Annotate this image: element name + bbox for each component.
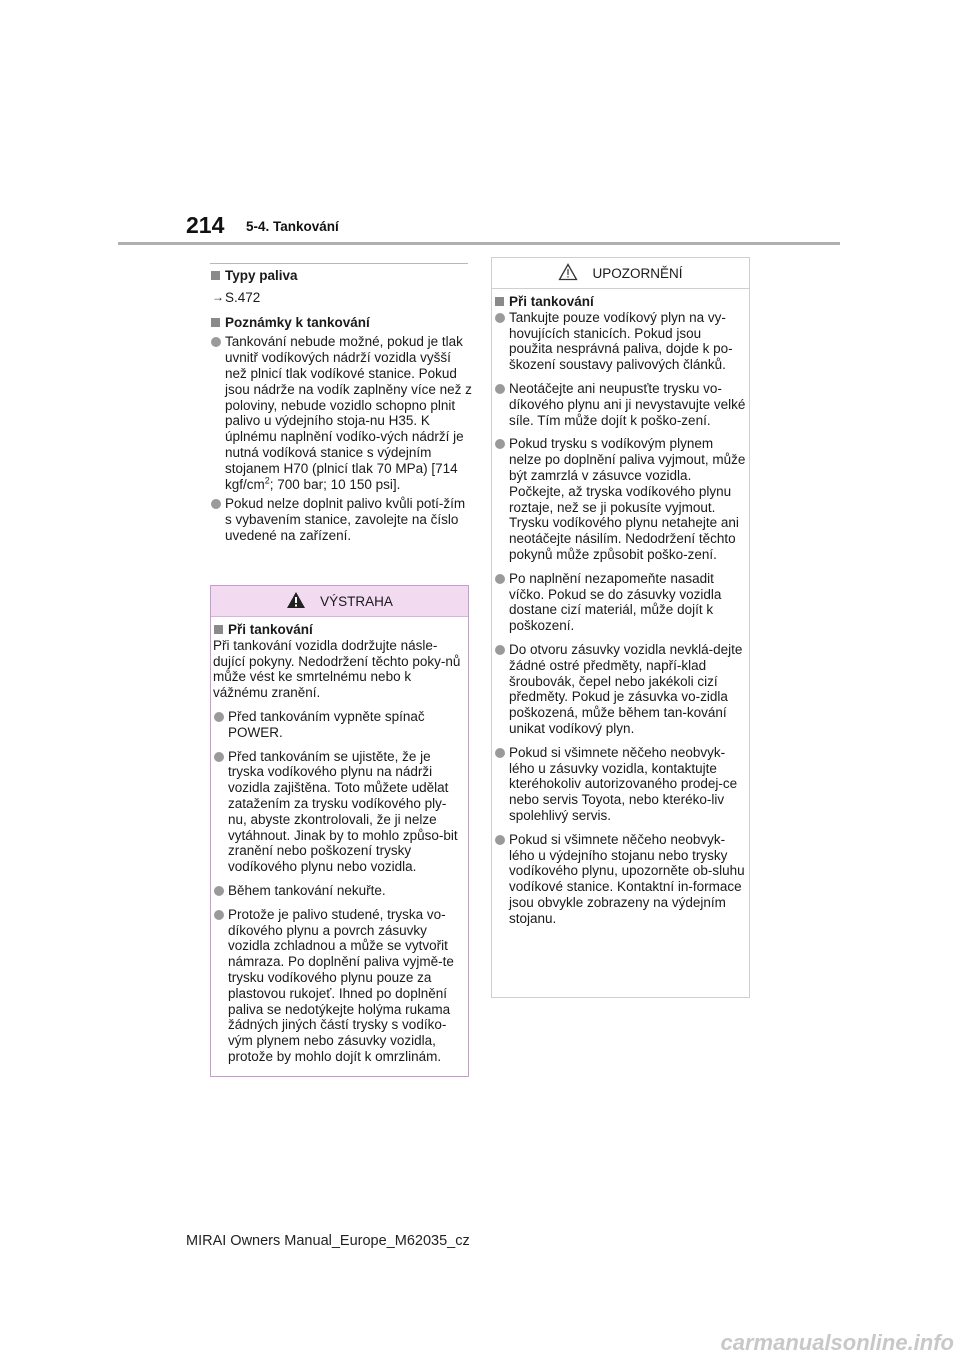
list-item bbox=[210, 496, 472, 543]
circle-bullet-icon bbox=[495, 748, 505, 758]
bullet-text: Pokud nelze doplnit palivo kvůli potí-žím s vybavením stanice, zavolejte na číslo uvedené na zařízení. bbox=[225, 496, 466, 543]
superscript: 2 bbox=[264, 475, 270, 486]
caution-title: UPOZORNĚNÍ bbox=[592, 265, 683, 281]
square-bullet-icon bbox=[211, 271, 220, 280]
list-item: Během tankování nekuřte. bbox=[213, 883, 465, 899]
watermark: carmanualsonline.info bbox=[720, 1330, 954, 1355]
warning-title: VÝSTRAHA bbox=[320, 593, 393, 609]
square-bullet-icon bbox=[214, 625, 223, 634]
bullet-text: Tankování nebude možné, pokud je tlak uvnitř vodíkových nádrží vozidla vyšší než plnicí tlak vodíkové stanice. Pokud jsou nádrže na vodík zaplněny více než z poloviny, nebude vozidlo schopno plnit palivo u výdejního stoja-nu H35. K úplnému naplnění vodíko-vých nádrží je nutná vodíková stanice s výdejním stojanem H70 (plnicí tlak 70 MPa) [714 kgf/cm bbox=[225, 334, 472, 492]
list-item: Pokud trysku s vodíkovým plynem nelze po doplnění paliva vyjmout, může být zamrzlá v zásuvce vozidla. Počkejte, až tryska vodíkového plynu roztaje, než se ji pokusíte vyjmout. Trysku vodíkového plynu netahejte ani neotáčejte násilím. Nedodržení těchto pokynů může způsobit poško-zení. bbox=[494, 436, 746, 562]
list-item: Pokud si všimnete něčeho neobvyk-lého u výdejního stojanu nebo trysky vodíkového plynu, upozorněte ob-sluhu vodíkové stanice. Kontaktní in-formace jsou obvykle zobrazeny na výdejním stojanu. bbox=[494, 832, 746, 927]
circle-bullet-icon bbox=[495, 439, 505, 449]
circle-bullet-icon bbox=[214, 712, 224, 722]
square-bullet-icon bbox=[211, 318, 220, 327]
header-rule bbox=[118, 242, 840, 245]
caution-header bbox=[492, 258, 749, 289]
caution-box bbox=[491, 257, 750, 998]
bullet-text-tail: ; 700 bar; 10 150 psi]. bbox=[269, 476, 401, 492]
list-item: Do otvoru zásuvky vozidla nevklá-dejte žádné ostré předměty, napří-klad šroubovák, čepel nebo jakékoli cizí předměty. Pokud je zásuvka vo-zidla poškozená, může během tan-kování unikat vodíkový plyn. bbox=[494, 642, 746, 737]
section-title: 5-4. Tankování bbox=[246, 219, 339, 234]
circle-bullet-icon bbox=[211, 499, 221, 509]
square-bullet-icon bbox=[495, 297, 504, 306]
page-number: 214 bbox=[186, 212, 225, 238]
circle-bullet-icon bbox=[211, 337, 221, 347]
list-item: Pokud si všimnete něčeho neobvyk-lého u zásuvky vozidla, kontaktujte kteréhokoliv autorizovaného prodej-ce nebo servis Toyota, nebo kteréko-liv spolehlivý servis. bbox=[494, 745, 746, 824]
caution-triangle-outline-icon bbox=[558, 263, 578, 284]
left-column-rule bbox=[210, 263, 468, 264]
circle-bullet-icon bbox=[495, 384, 505, 394]
fuel-types-heading: Typy paliva bbox=[210, 268, 472, 284]
left-column bbox=[210, 268, 472, 544]
warning-header bbox=[211, 586, 468, 617]
right-arrow-icon: → bbox=[212, 289, 224, 304]
list-item: Neotáčejte ani neupusťte trysku vo-díkového plynu ani ji nevystavujte velké síle. Tím může dojít k poško-zení. bbox=[494, 381, 746, 428]
warning-heading: Při tankování bbox=[213, 622, 465, 638]
warning-triangle-icon bbox=[286, 591, 306, 612]
list-item: Protože je palivo studené, tryska vo-díkového plynu a povrch zásuvky vozidla zchladnou a může se vytvořit námraza. Po doplnění paliva vyjmě-te trysku vodíkového plynu pouze za plastovou rukojeť. Ihned po doplnění paliva se nedotýkejte holýma rukama žádných jiných částí trysky s vodíko-vým plynem nebo zásuvky vozidla, protože by mohlo dojít k omrzlinám. bbox=[213, 907, 465, 1065]
list-item: Po naplnění nezapomeňte nasadit víčko. Pokud se do zásuvky vozidla dostane cizí materiál, může dojít k poškození. bbox=[494, 571, 746, 634]
circle-bullet-icon bbox=[214, 886, 224, 896]
circle-bullet-icon bbox=[214, 752, 224, 762]
warning-box bbox=[210, 585, 469, 1077]
refuel-notes-heading: Poznámky k tankování bbox=[210, 315, 472, 331]
circle-bullet-icon bbox=[214, 910, 224, 920]
list-item: Před tankováním se ujistěte, že je tryska vodíkového plynu na nádrži vozidla zajištěna. Toto můžete udělat zatažením za trysku vodíkového ply-nu, abyste zkontrolovali, že ji nelze vytáhnout. Jinak by to mohlo způso-bit zranění nebo poškození trysky vodíkového plynu nebo vozidla. bbox=[213, 749, 465, 875]
page-reference[interactable] bbox=[212, 290, 472, 306]
circle-bullet-icon bbox=[495, 574, 505, 584]
circle-bullet-icon bbox=[495, 313, 505, 323]
footer-text: MIRAI Owners Manual_Europe_M62035_cz bbox=[186, 1233, 470, 1249]
page-reference-text: S.472 bbox=[225, 289, 261, 305]
list-item: Před tankováním vypněte spínač POWER. bbox=[213, 709, 465, 741]
list-item: Tankujte pouze vodíkový plyn na vy-hovujících stanicích. Pokud jsou použita nesprávná paliva, dojde k po-škození soustavy palivových článků. bbox=[494, 310, 746, 373]
list-item bbox=[210, 334, 472, 492]
caution-heading: Při tankování bbox=[494, 294, 746, 310]
warning-intro: Při tankování vozidla dodržujte násle-dující pokyny. Nedodržení těchto poky-nů může vést ke smrtelnému nebo k vážnému zranění. bbox=[213, 637, 461, 701]
circle-bullet-icon bbox=[495, 835, 505, 845]
circle-bullet-icon bbox=[495, 645, 505, 655]
